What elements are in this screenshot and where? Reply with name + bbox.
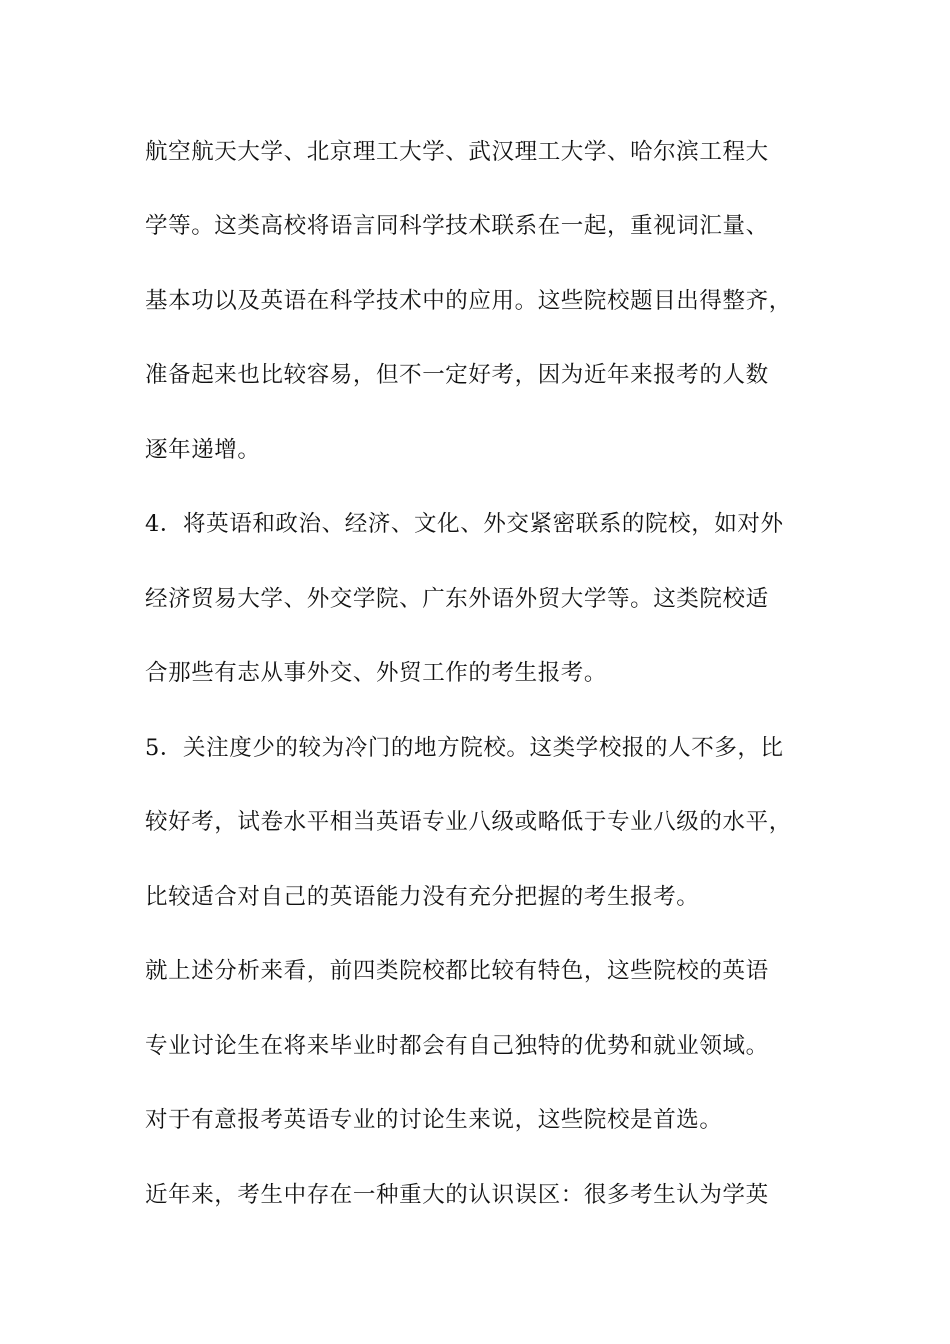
- text-line: 近年来，考生中存在一种重大的认识误区：很多考生认为学英: [145, 1182, 769, 1208]
- text-line: 合那些有志从事外交、外贸工作的考生报考。: [145, 660, 608, 686]
- text-line: 学等。这类高校将语言同科学技术联系在一起，重视词汇量、: [145, 213, 769, 239]
- text-line: 对于有意报考英语专业的讨论生来说，这些院校是首选。: [145, 1107, 723, 1133]
- text-line: 逐年递增。: [145, 437, 261, 463]
- text-line: 基本功以及英语在科学技术中的应用。这些院校题目出得整齐，: [145, 288, 792, 314]
- text-line: 4．将英语和政治、经济、文化、外交紧密联系的院校，如对外: [145, 511, 784, 537]
- text-line: 比较适合对自己的英语能力没有充分把握的考生报考。: [145, 884, 700, 910]
- text-line: 较好考，试卷水平相当英语专业八级或略低于专业八级的水平，: [145, 809, 792, 835]
- text-line: 准备起来也比较容易，但不一定好考，因为近年来报考的人数: [145, 362, 769, 388]
- text-line: 专业讨论生在将来毕业时都会有自己独特的优势和就业领域。: [145, 1033, 769, 1059]
- text-line: 经济贸易大学、外交学院、广东外语外贸大学等。这类院校适: [145, 586, 769, 612]
- text-line: 航空航天大学、北京理工大学、武汉理工大学、哈尔滨工程大: [145, 139, 769, 165]
- text-line: 5．关注度少的较为冷门的地方院校。这类学校报的人不多，比: [145, 735, 784, 761]
- text-line: 就上述分析来看，前四类院校都比较有特色，这些院校的英语: [145, 958, 769, 984]
